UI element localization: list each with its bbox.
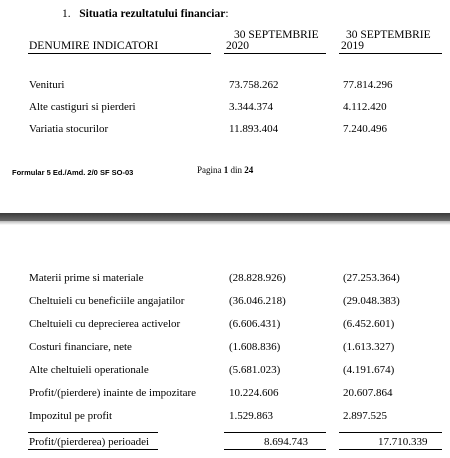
total-underline-col2 (339, 449, 442, 450)
total-rule-col2 (339, 432, 442, 433)
row-value-2019: (27.253.364) (343, 272, 400, 284)
header-col2-line1: 30 SEPTEMBRIE (346, 29, 431, 41)
total-underline-col1 (224, 449, 326, 450)
section-colon: : (225, 8, 229, 20)
row-value-2019: 20.607.864 (343, 387, 393, 399)
row-value-2019: (6.452.601) (343, 318, 395, 330)
row-label: Materii prime si materiale (29, 272, 144, 284)
page-break-separator (0, 213, 450, 221)
row-label: Alte castiguri si pierderi (29, 101, 136, 113)
total-underline-label (28, 449, 158, 450)
row-label: Profit/(pierdere) inainte de impozitare (29, 387, 197, 399)
header-indicator: DENUMIRE INDICATORI (29, 40, 159, 52)
row-label: Variatia stocurilor (29, 123, 109, 135)
row-label: Cheltuieli cu deprecierea activelor (29, 318, 181, 330)
header-rule-col1 (224, 53, 326, 54)
row-label: Costuri financiare, nete (29, 341, 132, 353)
page-current: 1 (223, 165, 229, 175)
section-title: Situatia rezultatului financiar (79, 8, 226, 20)
row-value-2020: 1.529.863 (229, 410, 273, 422)
total-label: Profit/(pierderea) perioadei (29, 436, 150, 448)
footer-form-code: Formular 5 Ed./Amd. 2/0 SF SO-03 (12, 168, 134, 177)
header-col1-line2: 2020 (226, 40, 249, 52)
total-value-2020: 8.694.743 (264, 436, 308, 448)
row-label: Impozitul pe profit (29, 410, 113, 422)
section-heading (62, 8, 229, 20)
section-number: 1. (62, 8, 71, 20)
row-label: Cheltuieli cu beneficiile angajatilor (29, 295, 185, 307)
row-value-2020: 73.758.262 (229, 79, 279, 91)
total-rule-label (28, 432, 158, 433)
row-label: Alte cheltuieli operationale (29, 364, 149, 376)
row-value-2020: 11.893.404 (229, 123, 279, 135)
header-rule-indicator (28, 53, 211, 54)
header-rule-col2 (339, 53, 442, 54)
row-value-2020: (28.828.926) (229, 272, 286, 284)
page-break-shadow (0, 221, 450, 225)
header-col2-line2: 2019 (341, 40, 364, 52)
row-value-2020: 10.224.606 (229, 387, 279, 399)
footer-page-number (197, 165, 253, 175)
row-value-2020: (6.606.431) (229, 318, 281, 330)
row-value-2020: 3.344.374 (229, 101, 273, 113)
page-prefix: Pagina (197, 165, 224, 175)
page-total: 24 (244, 165, 254, 175)
header-col1-line1: 30 SEPTEMBRIE (234, 29, 319, 41)
row-label: Venituri (29, 79, 65, 91)
row-value-2020: (1.608.836) (229, 341, 281, 353)
row-value-2019: (4.191.674) (343, 364, 395, 376)
row-value-2019: (29.048.383) (343, 295, 400, 307)
row-value-2020: (5.681.023) (229, 364, 281, 376)
row-value-2019: 2.897.525 (343, 410, 387, 422)
page-mid: din (228, 165, 245, 175)
row-value-2019: (1.613.327) (343, 341, 395, 353)
row-value-2019: 7.240.496 (343, 123, 387, 135)
total-rule-col1 (224, 432, 326, 433)
row-value-2019: 4.112.420 (343, 101, 387, 113)
total-value-2019: 17.710.339 (378, 436, 428, 448)
row-value-2019: 77.814.296 (343, 79, 393, 91)
row-value-2020: (36.046.218) (229, 295, 286, 307)
